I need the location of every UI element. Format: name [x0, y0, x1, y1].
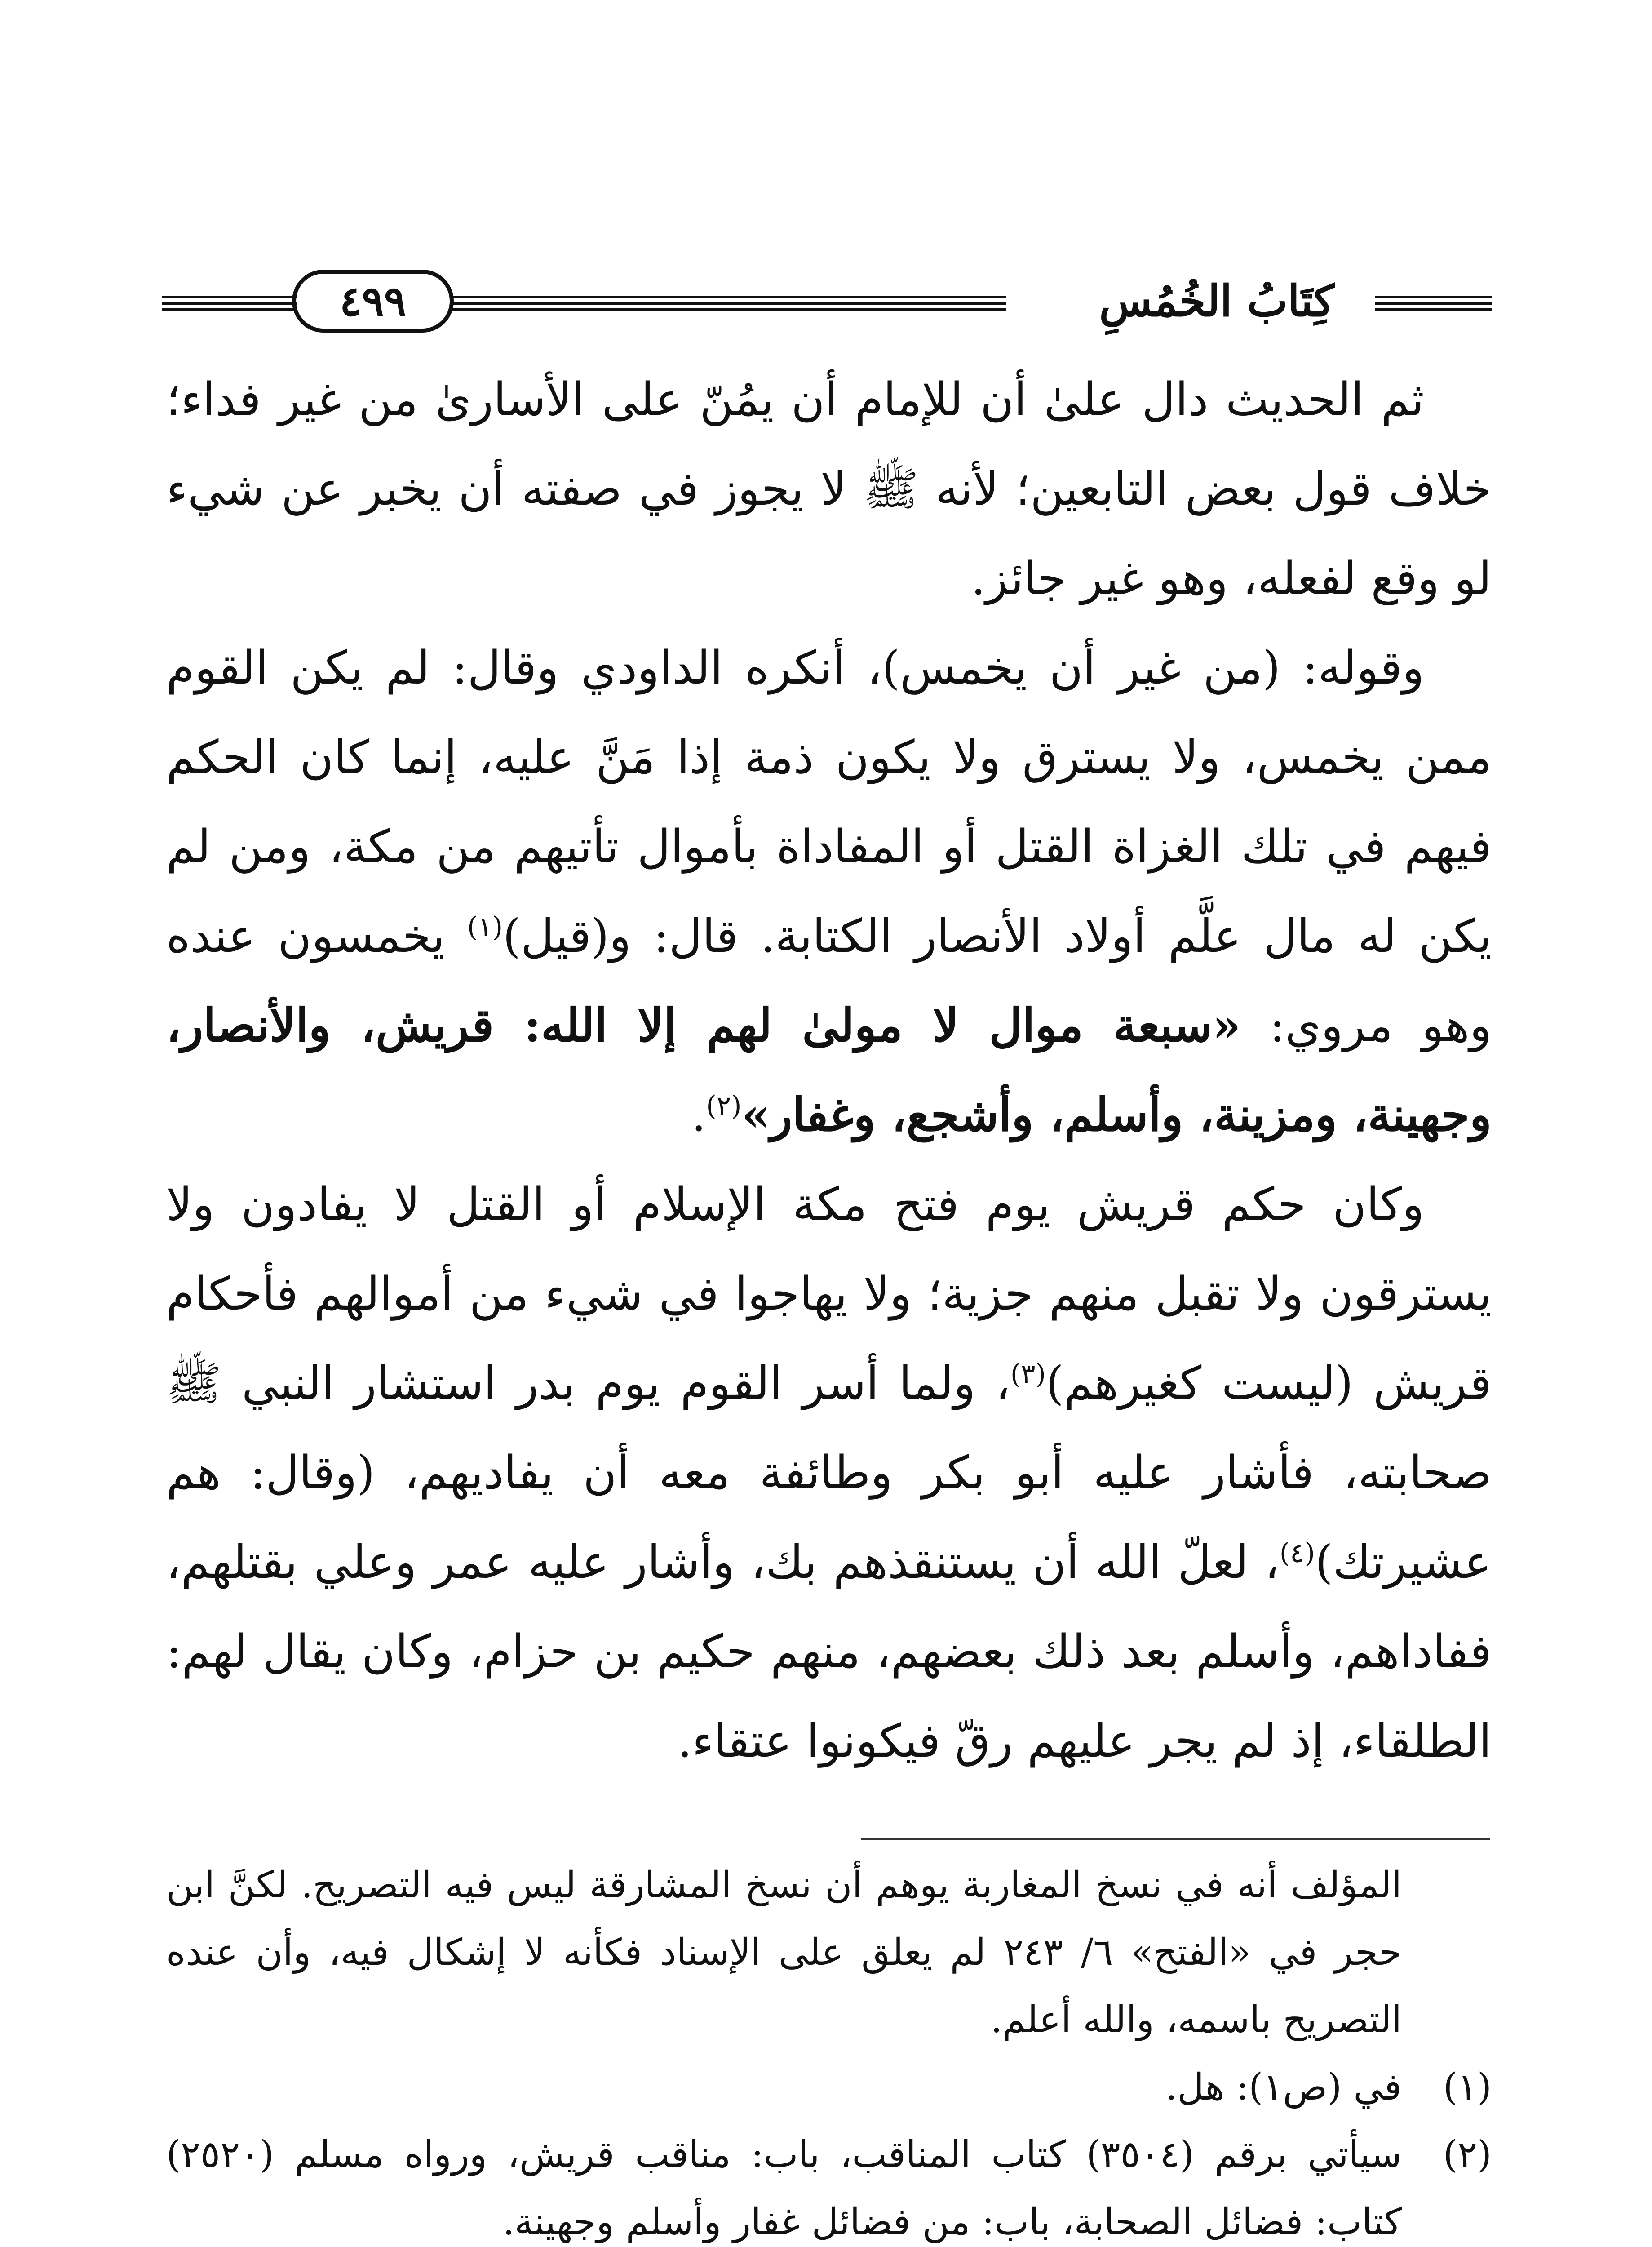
footnote-number: (١) — [1443, 2066, 1492, 2109]
footnote-text: في (ص١): هل. — [1165, 2066, 1402, 2109]
footnote-continuation: المؤلف أنه في نسخ المغاربة يوهم أن نسخ المشارقة ليس فيه التصريح. لكنَّ ابن حجر في «الفتح» ٦/ ٢٤٣ لم يعلق على الإسناد فكأنه لا إشكال فيه، وأن عنده التصريح باسمه، والله أعلم. — [166, 1864, 1402, 2041]
footnote-ref-4[interactable]: (٤) — [1279, 1537, 1315, 1569]
paragraph-2-text-b: يخمسون عنده وهو مروي: — [166, 910, 1492, 1052]
paragraph-1: ثم الحديث دال علىٰ أن للإمام أن يمُنّ على الأسارىٰ من غير فداء؛ خلاف قول بعض التابعين؛ لأنه ﷺ لا يجوز في صفته أن يخبر عن شيء لو وقع لفعله، وهو غير جائز. — [166, 373, 1492, 605]
header-rule-middle — [449, 296, 1006, 311]
main-text — [166, 355, 1492, 1838]
page-header — [162, 270, 1492, 337]
footnotes — [166, 1852, 1492, 2247]
footnote-ref-2[interactable]: (٢) — [706, 1090, 742, 1122]
hadith-quote: «سبعة موال لا مولىٰ لهم إلا الله: قريش، والأنصار، وجهينة، ومزينة، وأسلم، وأشجع، وغفار» — [166, 999, 1492, 1142]
footnote-separator — [861, 1838, 1490, 1840]
paragraph-2 — [166, 623, 1492, 1160]
chapter-title: كِتَابُ الخُمُسِ — [1099, 275, 1334, 326]
paragraph-2-text-a: وقوله: (من غير أن يخمس)، أنكره الداودي وقال: لم يكن القوم ممن يخمس، ولا يسترق ولا يكون ذمة إذا مَنَّ عليه، إنما كان الحكم فيهم في تلك الغزاة القتل أو المفاداة بأموال تأتيهم من مكة، ومن لم يكن له مال علَّم أولاد الأنصار الكتابة. قال: و(قيل) — [166, 641, 1492, 963]
page-number-badge — [292, 270, 454, 333]
page-number: ٤٩٩ — [339, 277, 407, 325]
paragraph-3-text-c: ، لعلّ الله أن يستنقذهم بك، وأشار عليه عمر وعلي بقتلهم، ففاداهم، وأسلم بعد ذلك بعضهم، منهم حكيم بن حزام، وكان يقال لهم: الطلقاء، إذ لم يجر عليهم رقّ فيكونوا عتقاء. — [166, 1536, 1492, 1768]
footnote-ref-1[interactable]: (١) — [467, 911, 503, 943]
header-rule-left — [162, 296, 297, 311]
paragraph-2-end: . — [691, 1088, 706, 1142]
footnote-number: (٢) — [1443, 2133, 1492, 2176]
paragraph-3-text-b: ، ولما أسر القوم يوم بدر استشار النبي ﷺ صحابته، فأشار عليه أبو بكر وطائفة معه أن يفاديهم، (وقال: هم عشيرتك) — [166, 1357, 1492, 1589]
footnote-ref-3[interactable]: (٣) — [1010, 1359, 1046, 1390]
footnote-2 — [166, 2121, 1492, 2247]
paragraph-3 — [166, 1160, 1492, 1786]
footnote-text: سيأتي برقم (٣٥٠٤) كتاب المناقب، باب: مناقب قريش، ورواه مسلم (٢٥٢٠) كتاب: فضائل الصحابة، باب: من فضائل غفار وأسلم وجهينة. — [166, 2133, 1402, 2243]
paragraph-3-text-a: وكان حكم قريش يوم فتح مكة الإسلام أو القتل لا يفادون ولا يسترقون ولا تقبل منهم جزية؛ ولا يهاجوا في شيء من أموالهم فأحكام قريش (ليست كغيرهم) — [166, 1178, 1492, 1410]
footnote-1 — [166, 2054, 1492, 2121]
header-rule-right — [1375, 296, 1492, 311]
